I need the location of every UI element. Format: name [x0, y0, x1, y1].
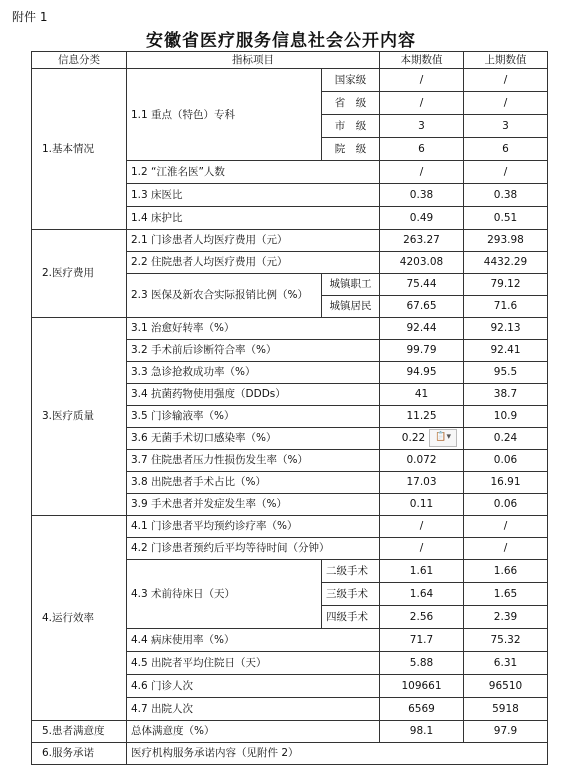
info-table	[31, 51, 548, 765]
current-value: 0.11	[380, 494, 464, 516]
previous-value: /	[464, 516, 548, 538]
header-current: 本期数值	[380, 52, 464, 69]
header-indicator: 指标项目	[127, 52, 380, 69]
current-value: 5.88	[380, 652, 464, 675]
indicator-label: 4.6 门诊人次	[127, 675, 380, 698]
current-value: 94.95	[380, 362, 464, 384]
indicator-label: 3.7 住院患者压力性损伤发生率（%）	[127, 450, 380, 472]
table-row	[32, 230, 548, 252]
indicator-label: 1.2 “江淮名医”人数	[127, 161, 380, 184]
previous-value: 5918	[464, 698, 548, 721]
current-value-cell	[380, 428, 464, 450]
category-basic: 1.基本情况	[32, 69, 127, 230]
previous-value: 0.06	[464, 450, 548, 472]
indicator-label: 3.1 治愈好转率（%）	[127, 318, 380, 340]
previous-value: 0.24	[464, 428, 548, 450]
previous-value: 92.13	[464, 318, 548, 340]
indicator-label: 2.1 门诊患者人均医疗费用（元）	[127, 230, 380, 252]
table-row	[32, 69, 548, 92]
indicator-label: 3.6 无菌手术切口感染率（%）	[127, 428, 380, 450]
indicator-label: 4.2 门诊患者预约后平均等待时间（分钟）	[127, 538, 380, 560]
current-value: 41	[380, 384, 464, 406]
previous-value: 97.9	[464, 721, 548, 743]
previous-value: 95.5	[464, 362, 548, 384]
previous-value: 75.32	[464, 629, 548, 652]
sub-label: 国家级	[322, 69, 380, 92]
indicator-label: 总体满意度（%）	[127, 721, 380, 743]
previous-value: 3	[464, 115, 548, 138]
current-value: 99.79	[380, 340, 464, 362]
indicator-label: 3.5 门诊输液率（%）	[127, 406, 380, 428]
table-row	[32, 516, 548, 538]
current-value: 75.44	[380, 274, 464, 296]
indicator-label: 1.1 重点（特色）专科	[127, 69, 322, 161]
current-value: 0.38	[380, 184, 464, 207]
header-row	[32, 52, 548, 69]
previous-value: 1.65	[464, 583, 548, 606]
current-value: 263.27	[380, 230, 464, 252]
previous-value: 0.06	[464, 494, 548, 516]
current-value: 67.65	[380, 296, 464, 318]
current-value: 6569	[380, 698, 464, 721]
current-value: 1.64	[380, 583, 464, 606]
current-value: 92.44	[380, 318, 464, 340]
sub-label: 城镇职工	[322, 274, 380, 296]
previous-value: 96510	[464, 675, 548, 698]
indicator-label: 3.9 手术患者并发症发生率（%）	[127, 494, 380, 516]
previous-value: 1.66	[464, 560, 548, 583]
current-value: 0.22	[401, 432, 426, 444]
header-previous: 上期数值	[464, 52, 548, 69]
previous-value: 6	[464, 138, 548, 161]
previous-value: /	[464, 69, 548, 92]
previous-value: 293.98	[464, 230, 548, 252]
indicator-label: 4.5 出院者平均住院日（天）	[127, 652, 380, 675]
current-value: 11.25	[380, 406, 464, 428]
indicator-label: 2.2 住院患者人均医疗费用（元）	[127, 252, 380, 274]
table-row	[32, 721, 548, 743]
category-efficiency: 4.运行效率	[32, 516, 127, 721]
indicator-label: 4.7 出院人次	[127, 698, 380, 721]
current-value: /	[380, 516, 464, 538]
category-cost: 2.医疗费用	[32, 230, 127, 318]
previous-value: 2.39	[464, 606, 548, 629]
sub-label: 省 级	[322, 92, 380, 115]
indicator-label: 4.3 术前待床日（天）	[127, 560, 322, 629]
previous-value: 0.51	[464, 207, 548, 230]
previous-value: 38.7	[464, 384, 548, 406]
previous-value: 79.12	[464, 274, 548, 296]
header-category: 信息分类	[32, 52, 127, 69]
indicator-label: 3.3 急诊抢救成功率（%）	[127, 362, 380, 384]
current-value: /	[380, 69, 464, 92]
previous-value: 92.41	[464, 340, 548, 362]
current-value: 17.03	[380, 472, 464, 494]
sub-label: 四级手术	[322, 606, 380, 629]
page-title: 安徽省医疗服务信息社会公开内容	[146, 31, 416, 51]
table-row	[32, 318, 548, 340]
current-value: 2.56	[380, 606, 464, 629]
category-quality: 3.医疗质量	[32, 318, 127, 516]
previous-value: /	[464, 92, 548, 115]
previous-value: 6.31	[464, 652, 548, 675]
current-value: 98.1	[380, 721, 464, 743]
indicator-label: 2.3 医保及新农合实际报销比例（%）	[127, 274, 322, 318]
indicator-label: 3.8 出院患者手术占比（%）	[127, 472, 380, 494]
previous-value: 16.91	[464, 472, 548, 494]
current-value: /	[380, 538, 464, 560]
category-satisfaction: 5.患者满意度	[32, 721, 127, 743]
category-service: 6.服务承诺	[32, 743, 127, 765]
sub-label: 二级手术	[322, 560, 380, 583]
current-value: /	[380, 92, 464, 115]
indicator-label: 1.3 床医比	[127, 184, 380, 207]
previous-value: /	[464, 161, 548, 184]
attachment-label: 附件 1	[12, 10, 48, 24]
current-value: 4203.08	[380, 252, 464, 274]
table-row	[32, 743, 548, 765]
indicator-label: 4.1 门诊患者平均预约诊疗率（%）	[127, 516, 380, 538]
indicator-label: 4.4 病床使用率（%）	[127, 629, 380, 652]
paste-options-icon[interactable]: 📋▾	[429, 429, 457, 447]
current-value: 0.49	[380, 207, 464, 230]
current-value: 0.072	[380, 450, 464, 472]
previous-value: 71.6	[464, 296, 548, 318]
current-value: /	[380, 161, 464, 184]
current-value: 1.61	[380, 560, 464, 583]
indicator-label: 3.4 抗菌药物使用强度（DDDs）	[127, 384, 380, 406]
previous-value: 4432.29	[464, 252, 548, 274]
sub-label: 城镇居民	[322, 296, 380, 318]
sub-label: 三级手术	[322, 583, 380, 606]
sub-label: 市 级	[322, 115, 380, 138]
current-value: 3	[380, 115, 464, 138]
current-value: 109661	[380, 675, 464, 698]
current-value: 6	[380, 138, 464, 161]
previous-value: /	[464, 538, 548, 560]
indicator-label: 医疗机构服务承诺内容（见附件 2）	[127, 743, 548, 765]
sub-label: 院 级	[322, 138, 380, 161]
indicator-label: 3.2 手术前后诊断符合率（%）	[127, 340, 380, 362]
previous-value: 0.38	[464, 184, 548, 207]
current-value: 71.7	[380, 629, 464, 652]
previous-value: 10.9	[464, 406, 548, 428]
indicator-label: 1.4 床护比	[127, 207, 380, 230]
